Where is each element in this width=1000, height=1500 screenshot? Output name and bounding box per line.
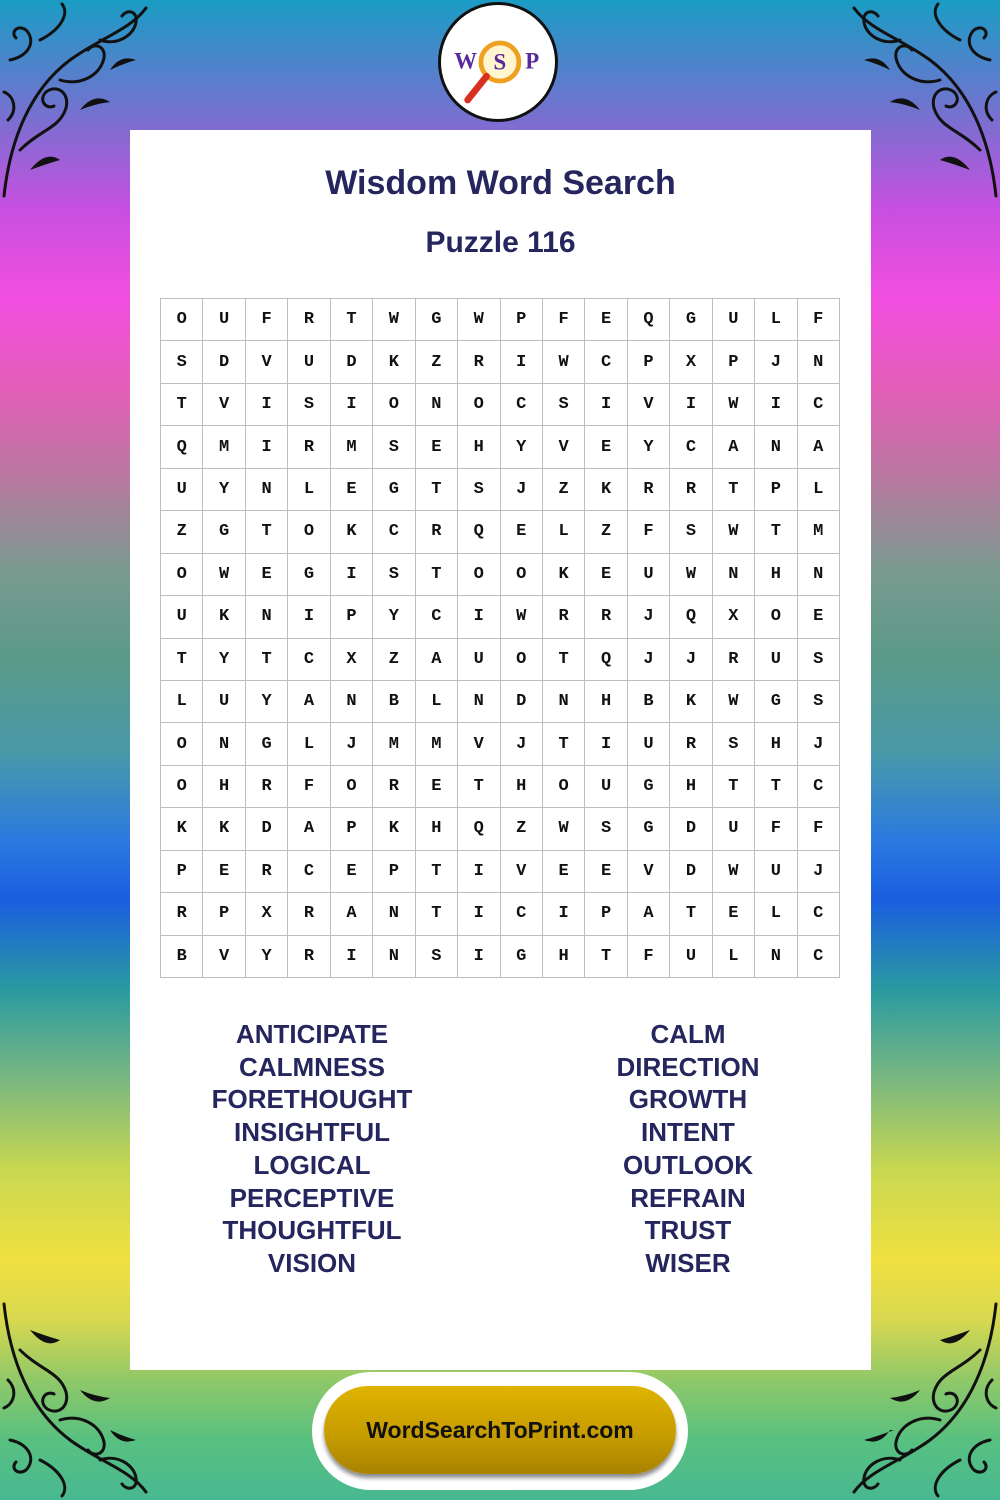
word-list-right [538, 1018, 838, 1280]
grid-cell: S [670, 511, 712, 553]
grid-cell: D [203, 341, 245, 383]
grid-cell: P [501, 299, 543, 341]
grid-cell: A [331, 893, 373, 935]
grid-cell: T [416, 893, 458, 935]
filigree-ornament-icon [0, 0, 150, 200]
grid-cell: S [585, 808, 627, 850]
grid-cell: Y [501, 426, 543, 468]
grid-cell: N [331, 681, 373, 723]
grid-cell: I [543, 893, 585, 935]
word-item: INTENT [641, 1117, 735, 1148]
grid-cell: C [288, 851, 330, 893]
grid-cell: C [798, 936, 840, 978]
grid-cell: Q [585, 639, 627, 681]
grid-cell: W [543, 341, 585, 383]
grid-cell: T [670, 893, 712, 935]
grid-cell: E [713, 893, 755, 935]
grid-cell: V [628, 384, 670, 426]
grid-cell: H [755, 554, 797, 596]
grid-cell: I [331, 384, 373, 426]
grid-cell: Z [501, 808, 543, 850]
grid-cell: R [246, 766, 288, 808]
grid-cell: U [670, 936, 712, 978]
grid-cell: K [373, 808, 415, 850]
grid-cell: N [755, 426, 797, 468]
word-item: CALM [650, 1019, 726, 1049]
word-list-left [162, 1018, 462, 1280]
grid-cell: E [416, 426, 458, 468]
grid-cell: Q [458, 808, 500, 850]
grid-cell: J [798, 851, 840, 893]
grid-cell: Z [373, 639, 415, 681]
grid-cell: L [161, 681, 203, 723]
word-item: PERCEPTIVE [229, 1182, 395, 1213]
grid-cell: X [670, 341, 712, 383]
grid-cell: W [713, 384, 755, 426]
grid-cell: O [288, 511, 330, 553]
grid-cell: R [628, 469, 670, 511]
magnifier-icon [441, 5, 555, 119]
grid-cell: W [713, 511, 755, 553]
grid-cell: R [458, 341, 500, 383]
grid-cell: S [458, 469, 500, 511]
grid-cell: O [755, 596, 797, 638]
grid-cell: L [713, 936, 755, 978]
website-link[interactable]: WordSearchToPrint.com [324, 1386, 676, 1474]
grid-cell: O [458, 384, 500, 426]
grid-cell: T [416, 851, 458, 893]
grid-cell: N [798, 341, 840, 383]
grid-cell: U [161, 469, 203, 511]
filigree-ornament-icon [850, 0, 1000, 200]
logo-letter-w: W [454, 48, 478, 74]
grid-cell: G [628, 766, 670, 808]
grid-cell: H [416, 808, 458, 850]
grid-cell: W [713, 851, 755, 893]
grid-cell: Q [670, 596, 712, 638]
grid-cell: S [713, 723, 755, 765]
page-title: Wisdom Word Search [325, 164, 676, 202]
grid-cell: H [585, 681, 627, 723]
grid-cell: I [331, 936, 373, 978]
grid-cell: R [288, 299, 330, 341]
grid-cell: E [416, 766, 458, 808]
grid-cell: K [585, 469, 627, 511]
grid-cell: Q [458, 511, 500, 553]
grid-cell: G [628, 808, 670, 850]
grid-cell: R [416, 511, 458, 553]
grid-cell: N [416, 384, 458, 426]
grid-cell: S [416, 936, 458, 978]
grid-cell: S [161, 341, 203, 383]
grid-cell: Q [161, 426, 203, 468]
grid-cell: E [798, 596, 840, 638]
grid-cell: Y [246, 936, 288, 978]
grid-cell: I [288, 596, 330, 638]
grid-cell: I [458, 936, 500, 978]
grid-cell: H [755, 723, 797, 765]
grid-cell: G [755, 681, 797, 723]
grid-cell: B [373, 681, 415, 723]
grid-cell: Z [416, 341, 458, 383]
grid-cell: H [203, 766, 245, 808]
grid-cell: K [331, 511, 373, 553]
grid-cell: E [543, 851, 585, 893]
grid-cell: R [373, 766, 415, 808]
word-item: INSIGHTFUL [234, 1117, 390, 1148]
grid-cell: W [670, 554, 712, 596]
grid-cell: D [246, 808, 288, 850]
grid-cell: O [161, 766, 203, 808]
grid-cell: I [670, 384, 712, 426]
footer-badge [312, 1372, 688, 1490]
word-item: REFRAIN [630, 1182, 746, 1213]
grid-cell: C [670, 426, 712, 468]
grid-cell: R [161, 893, 203, 935]
grid-cell: J [670, 639, 712, 681]
grid-cell: W [203, 554, 245, 596]
grid-cell: V [543, 426, 585, 468]
grid-cell: O [161, 723, 203, 765]
letter-grid [160, 298, 840, 978]
grid-cell: O [161, 299, 203, 341]
grid-cell: F [543, 299, 585, 341]
grid-cell: P [585, 893, 627, 935]
grid-cell: U [585, 766, 627, 808]
grid-cell: Q [628, 299, 670, 341]
word-item: DIRECTION [616, 1051, 760, 1082]
grid-cell: C [288, 639, 330, 681]
grid-cell: D [501, 681, 543, 723]
grid-cell: W [501, 596, 543, 638]
grid-cell: V [246, 341, 288, 383]
grid-cell: E [585, 426, 627, 468]
grid-cell: V [628, 851, 670, 893]
grid-cell: N [755, 936, 797, 978]
corner-ornament-bottom-right [850, 1300, 1000, 1500]
grid-cell: M [416, 723, 458, 765]
grid-cell: P [755, 469, 797, 511]
grid-cell: C [798, 384, 840, 426]
grid-cell: J [628, 639, 670, 681]
grid-cell: B [161, 936, 203, 978]
grid-cell: R [288, 936, 330, 978]
grid-cell: R [288, 426, 330, 468]
grid-cell: F [628, 936, 670, 978]
grid-cell: M [203, 426, 245, 468]
grid-cell: W [373, 299, 415, 341]
grid-cell: Z [543, 469, 585, 511]
word-item: WISER [645, 1247, 731, 1278]
grid-cell: P [331, 808, 373, 850]
word-item: LOGICAL [253, 1149, 371, 1180]
grid-cell: B [628, 681, 670, 723]
grid-cell: E [585, 851, 627, 893]
grid-cell: U [458, 639, 500, 681]
grid-cell: A [628, 893, 670, 935]
grid-cell: O [373, 384, 415, 426]
grid-cell: X [331, 639, 373, 681]
grid-cell: H [458, 426, 500, 468]
grid-cell: T [755, 766, 797, 808]
grid-cell: M [798, 511, 840, 553]
grid-cell: P [373, 851, 415, 893]
grid-cell: V [203, 936, 245, 978]
grid-cell: P [713, 341, 755, 383]
grid-cell: E [203, 851, 245, 893]
puzzle-number: Puzzle 116 [425, 226, 576, 259]
grid-cell: L [798, 469, 840, 511]
corner-ornament-top-right [850, 0, 1000, 200]
grid-cell: X [246, 893, 288, 935]
grid-cell: I [458, 893, 500, 935]
word-item: VISION [267, 1247, 357, 1278]
grid-cell: L [416, 681, 458, 723]
grid-cell: J [755, 341, 797, 383]
grid-cell: P [628, 341, 670, 383]
grid-cell: G [288, 554, 330, 596]
grid-cell: Y [246, 681, 288, 723]
grid-cell: A [288, 808, 330, 850]
grid-cell: E [585, 299, 627, 341]
grid-cell: O [501, 554, 543, 596]
grid-cell: L [755, 893, 797, 935]
grid-cell: D [670, 808, 712, 850]
grid-cell: O [501, 639, 543, 681]
grid-cell: T [246, 639, 288, 681]
grid-cell: T [161, 384, 203, 426]
grid-cell: Y [203, 639, 245, 681]
grid-cell: N [246, 596, 288, 638]
grid-cell: H [501, 766, 543, 808]
grid-cell: F [628, 511, 670, 553]
grid-cell: U [755, 639, 797, 681]
grid-cell: P [203, 893, 245, 935]
grid-cell: F [288, 766, 330, 808]
grid-cell: I [501, 341, 543, 383]
grid-cell: P [331, 596, 373, 638]
grid-cell: I [246, 426, 288, 468]
grid-cell: E [246, 554, 288, 596]
grid-cell: T [755, 511, 797, 553]
word-item: CALMNESS [239, 1051, 385, 1082]
grid-cell: U [755, 851, 797, 893]
grid-cell: J [501, 723, 543, 765]
grid-cell: K [543, 554, 585, 596]
word-item: THOUGHTFUL [222, 1215, 402, 1246]
grid-cell: U [713, 299, 755, 341]
grid-cell: R [713, 639, 755, 681]
grid-cell: S [288, 384, 330, 426]
grid-cell: O [331, 766, 373, 808]
grid-cell: S [543, 384, 585, 426]
grid-cell: S [373, 554, 415, 596]
grid-cell: N [373, 893, 415, 935]
word-item: GROWTH [628, 1084, 748, 1115]
grid-cell: R [246, 851, 288, 893]
logo-letter-s: S [493, 49, 507, 75]
grid-cell: U [628, 723, 670, 765]
grid-cell: L [288, 723, 330, 765]
corner-ornament-top-left [0, 0, 150, 200]
grid-cell: N [373, 936, 415, 978]
grid-cell: F [798, 808, 840, 850]
grid-cell: M [331, 426, 373, 468]
grid-cell: A [798, 426, 840, 468]
grid-cell: J [798, 723, 840, 765]
grid-cell: I [458, 596, 500, 638]
grid-cell: G [246, 723, 288, 765]
grid-cell: N [798, 554, 840, 596]
grid-cell: U [161, 596, 203, 638]
filigree-ornament-icon [850, 1300, 1000, 1500]
grid-cell: N [543, 681, 585, 723]
grid-cell: I [331, 554, 373, 596]
grid-cell: W [543, 808, 585, 850]
grid-cell: G [203, 511, 245, 553]
grid-cell: E [331, 851, 373, 893]
logo-letter-p: P [525, 48, 540, 74]
grid-cell: E [331, 469, 373, 511]
grid-cell: S [798, 681, 840, 723]
grid-cell: W [458, 299, 500, 341]
filigree-ornament-icon [0, 1300, 150, 1500]
grid-cell: R [543, 596, 585, 638]
grid-cell: T [543, 723, 585, 765]
grid-cell: T [543, 639, 585, 681]
grid-cell: U [628, 554, 670, 596]
grid-cell: L [755, 299, 797, 341]
grid-cell: K [203, 808, 245, 850]
grid-cell: Z [585, 511, 627, 553]
grid-cell: R [670, 469, 712, 511]
grid-cell: C [798, 893, 840, 935]
grid-cell: G [501, 936, 543, 978]
grid-cell: T [161, 639, 203, 681]
grid-cell: U [713, 808, 755, 850]
grid-cell: I [585, 384, 627, 426]
grid-cell: T [246, 511, 288, 553]
word-item: TRUST [644, 1215, 732, 1246]
word-item: FORETHOUGHT [211, 1084, 413, 1115]
grid-cell: A [713, 426, 755, 468]
grid-cell: T [713, 469, 755, 511]
grid-cell: E [501, 511, 543, 553]
grid-cell: N [458, 681, 500, 723]
grid-cell: V [458, 723, 500, 765]
grid-cell: D [331, 341, 373, 383]
grid-cell: X [713, 596, 755, 638]
grid-cell: T [416, 469, 458, 511]
grid-cell: R [585, 596, 627, 638]
grid-cell: K [373, 341, 415, 383]
grid-cell: U [203, 681, 245, 723]
grid-cell: A [416, 639, 458, 681]
grid-cell: G [373, 469, 415, 511]
grid-cell: T [713, 766, 755, 808]
grid-cell: N [713, 554, 755, 596]
grid-cell: C [798, 766, 840, 808]
grid-cell: C [501, 384, 543, 426]
grid-cell: L [543, 511, 585, 553]
grid-cell: I [585, 723, 627, 765]
grid-cell: V [203, 384, 245, 426]
grid-cell: K [203, 596, 245, 638]
grid-cell: J [628, 596, 670, 638]
grid-cell: U [203, 299, 245, 341]
grid-cell: T [458, 766, 500, 808]
grid-cell: J [501, 469, 543, 511]
grid-cell: S [798, 639, 840, 681]
grid-cell: V [501, 851, 543, 893]
grid-cell: K [670, 681, 712, 723]
grid-cell: F [755, 808, 797, 850]
grid-cell: F [798, 299, 840, 341]
grid-cell: Y [373, 596, 415, 638]
grid-cell: I [458, 851, 500, 893]
grid-cell: T [585, 936, 627, 978]
grid-cell: C [416, 596, 458, 638]
grid-cell: G [416, 299, 458, 341]
grid-cell: Z [161, 511, 203, 553]
grid-cell: O [543, 766, 585, 808]
grid-cell: J [331, 723, 373, 765]
word-item: ANTICIPATE [235, 1019, 389, 1049]
grid-cell: L [288, 469, 330, 511]
grid-cell: U [288, 341, 330, 383]
grid-cell: K [161, 808, 203, 850]
grid-cell: F [246, 299, 288, 341]
grid-cell: H [670, 766, 712, 808]
grid-cell: W [713, 681, 755, 723]
grid-cell: T [331, 299, 373, 341]
grid-cell: M [373, 723, 415, 765]
wsp-logo [438, 2, 558, 122]
grid-cell: E [585, 554, 627, 596]
grid-cell: O [161, 554, 203, 596]
grid-cell: R [670, 723, 712, 765]
grid-cell: S [373, 426, 415, 468]
grid-cell: N [246, 469, 288, 511]
puzzle-card [130, 130, 871, 1370]
grid-cell: I [755, 384, 797, 426]
grid-cell: P [161, 851, 203, 893]
grid-cell: T [416, 554, 458, 596]
grid-cell: C [501, 893, 543, 935]
grid-cell: H [543, 936, 585, 978]
grid-cell: R [288, 893, 330, 935]
grid-cell: N [203, 723, 245, 765]
grid-cell: G [670, 299, 712, 341]
grid-cell: C [585, 341, 627, 383]
grid-cell: I [246, 384, 288, 426]
grid-cell: O [458, 554, 500, 596]
corner-ornament-bottom-left [0, 1300, 150, 1500]
grid-cell: A [288, 681, 330, 723]
grid-cell: Y [628, 426, 670, 468]
grid-cell: Y [203, 469, 245, 511]
grid-cell: C [373, 511, 415, 553]
grid-cell: D [670, 851, 712, 893]
word-item: OUTLOOK [623, 1149, 753, 1180]
